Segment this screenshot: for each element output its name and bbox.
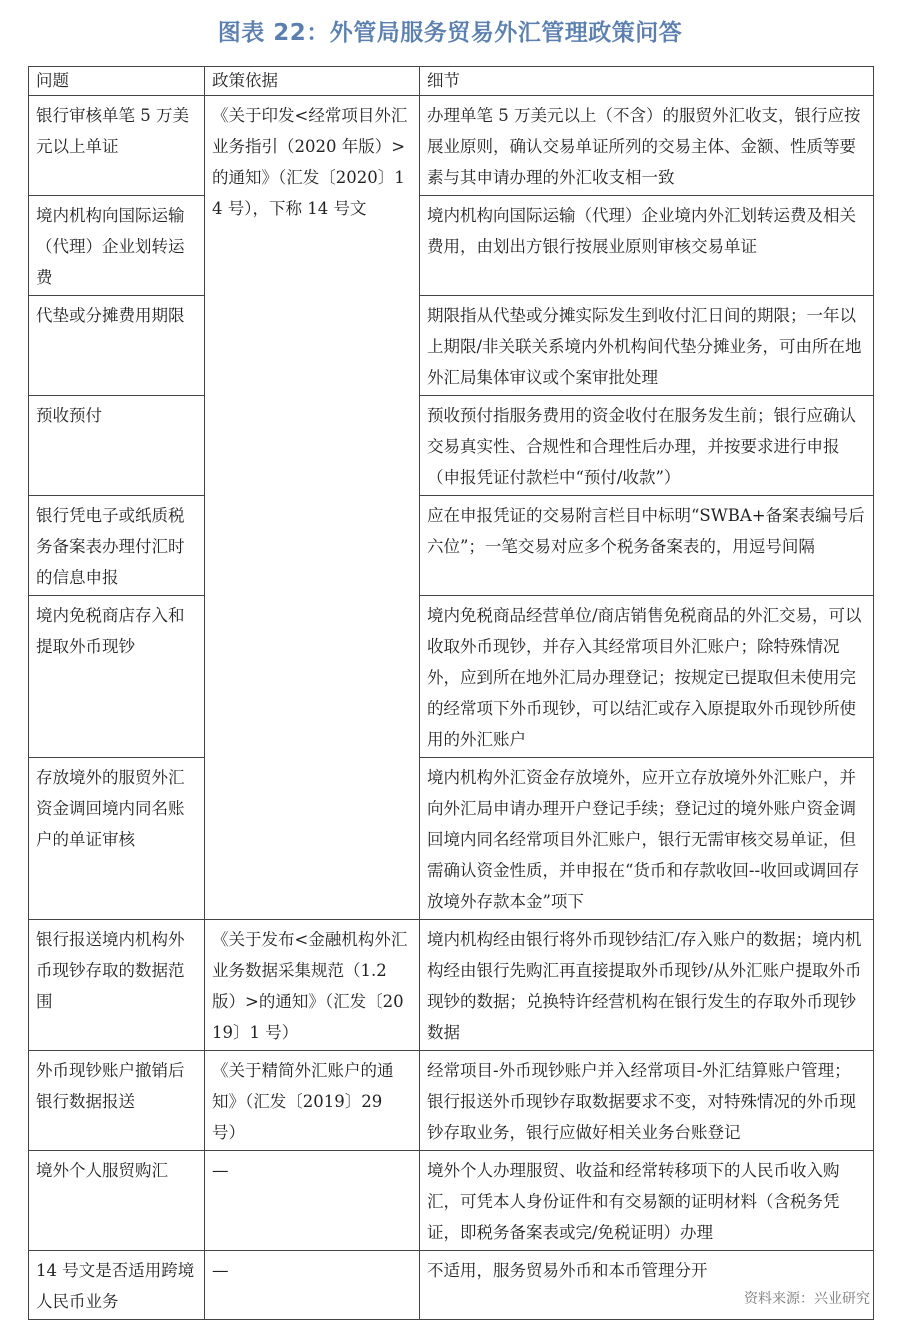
basis-cell: 《关于印发<经常项目外汇业务指引（2020 年版）>的通知》（汇发〔2020〕14 号），下称 14 号文 xyxy=(205,96,420,920)
basis-cell: 《关于发布<金融机构外汇业务数据采集规范（1.2 版）>的通知》（汇发〔2019〕1 号） xyxy=(205,920,420,1051)
basis-cell: — xyxy=(205,1151,420,1251)
detail-cell: 期限指从代垫或分摊实际发生到收付汇日间的期限；一年以上期限/非关联关系境内外机构间代垫分摊业务，可由所在地外汇局集体审议或个案审批处理 xyxy=(420,296,874,396)
question-cell: 预收预付 xyxy=(29,396,205,496)
detail-cell: 经常项目-外币现钞账户并入经常项目-外汇结算账户管理；银行报送外币现钞存取数据要求不变，对特殊情况的外币现钞存取业务，银行应做好相关业务台账登记 xyxy=(420,1051,874,1151)
detail-cell: 境内机构外汇资金存放境外，应开立存放境外外汇账户，并向外汇局申请办理开户登记手续；登记过的境外账户资金调回境内同名经常项目外汇账户，银行无需审核交易单证，但需确认资金性质，并申报在“货币和存款收回--收回或调回存放境外存款本金”项下 xyxy=(420,758,874,920)
table-row xyxy=(29,496,874,596)
detail-cell: 办理单笔 5 万美元以上（不含）的服贸外汇收支，银行应按展业原则，确认交易单证所列的交易主体、金额、性质等要素与其申请办理的外汇收支相一致 xyxy=(420,96,874,196)
detail-cell: 境外个人办理服贸、收益和经常转移项下的人民币收入购汇，可凭本人身份证件和有交易额的证明材料（含税务凭证，即税务备案表或完/免税证明）办理 xyxy=(420,1151,874,1251)
table-row xyxy=(29,96,874,196)
question-cell: 代垫或分摊费用期限 xyxy=(29,296,205,396)
basis-cell: 《关于精简外汇账户的通知》（汇发〔2019〕29 号） xyxy=(205,1051,420,1151)
basis-cell: — xyxy=(205,1251,420,1320)
detail-cell: 境内机构经由银行将外币现钞结汇/存入账户的数据；境内机构经由银行先购汇再直接提取外币现钞/从外汇账户提取外币现钞的数据；兑换特许经营机构在银行发生的存取外币现钞数据 xyxy=(420,920,874,1051)
detail-cell: 应在申报凭证的交易附言栏目中标明“SWBA+备案表编号后六位”；一笔交易对应多个税务备案表的，用逗号间隔 xyxy=(420,496,874,596)
table-row xyxy=(29,758,874,920)
question-cell: 境内机构向国际运输（代理）企业划转运费 xyxy=(29,196,205,296)
page-title: 图表 22：外管局服务贸易外汇管理政策问答 xyxy=(217,20,683,46)
table-row xyxy=(29,1251,874,1320)
column-header-detail: 细节 xyxy=(420,67,874,96)
question-cell: 外币现钞账户撤销后银行数据报送 xyxy=(29,1051,205,1151)
question-cell: 银行凭电子或纸质税务备案表办理付汇时的信息申报 xyxy=(29,496,205,596)
table-row xyxy=(29,396,874,496)
column-header-basis: 政策依据 xyxy=(205,67,420,96)
question-cell: 银行报送境内机构外币现钞存取的数据范围 xyxy=(29,920,205,1051)
detail-cell: 境内机构向国际运输（代理）企业境内外汇划转运费及相关费用，由划出方银行按展业原则审核交易单证 xyxy=(420,196,874,296)
question-cell: 14 号文是否适用跨境人民币业务 xyxy=(29,1251,205,1320)
table-header-row xyxy=(29,67,874,96)
detail-cell: 预收预付指服务费用的资金收付在服务发生前；银行应确认交易真实性、合规性和合理性后办理，并按要求进行申报（申报凭证付款栏中“预付/收款”） xyxy=(420,396,874,496)
source-note: 资料来源：兴业研究 xyxy=(744,1291,870,1307)
question-cell: 境内免税商店存入和提取外币现钞 xyxy=(29,596,205,758)
question-cell: 境外个人服贸购汇 xyxy=(29,1151,205,1251)
table-row xyxy=(29,196,874,296)
table-row xyxy=(29,296,874,396)
question-cell: 银行审核单笔 5 万美元以上单证 xyxy=(29,96,205,196)
policy-table xyxy=(28,66,874,1320)
detail-cell: 不适用，服务贸易外币和本币管理分开 xyxy=(420,1251,874,1320)
detail-cell: 境内免税商品经营单位/商店销售免税商品的外汇交易，可以收取外币现钞，并存入其经常项目外汇账户；除特殊情况外，应到所在地外汇局办理登记；按规定已提取但未使用完的经常项下外币现钞，可以结汇或存入原提取外币现钞所使用的外汇账户 xyxy=(420,596,874,758)
column-header-question: 问题 xyxy=(29,67,205,96)
table-row xyxy=(29,1151,874,1251)
table-row xyxy=(29,596,874,758)
question-cell: 存放境外的服贸外汇资金调回境内同名账户的单证审核 xyxy=(29,758,205,920)
table-row xyxy=(29,1051,874,1151)
table-row xyxy=(29,920,874,1051)
